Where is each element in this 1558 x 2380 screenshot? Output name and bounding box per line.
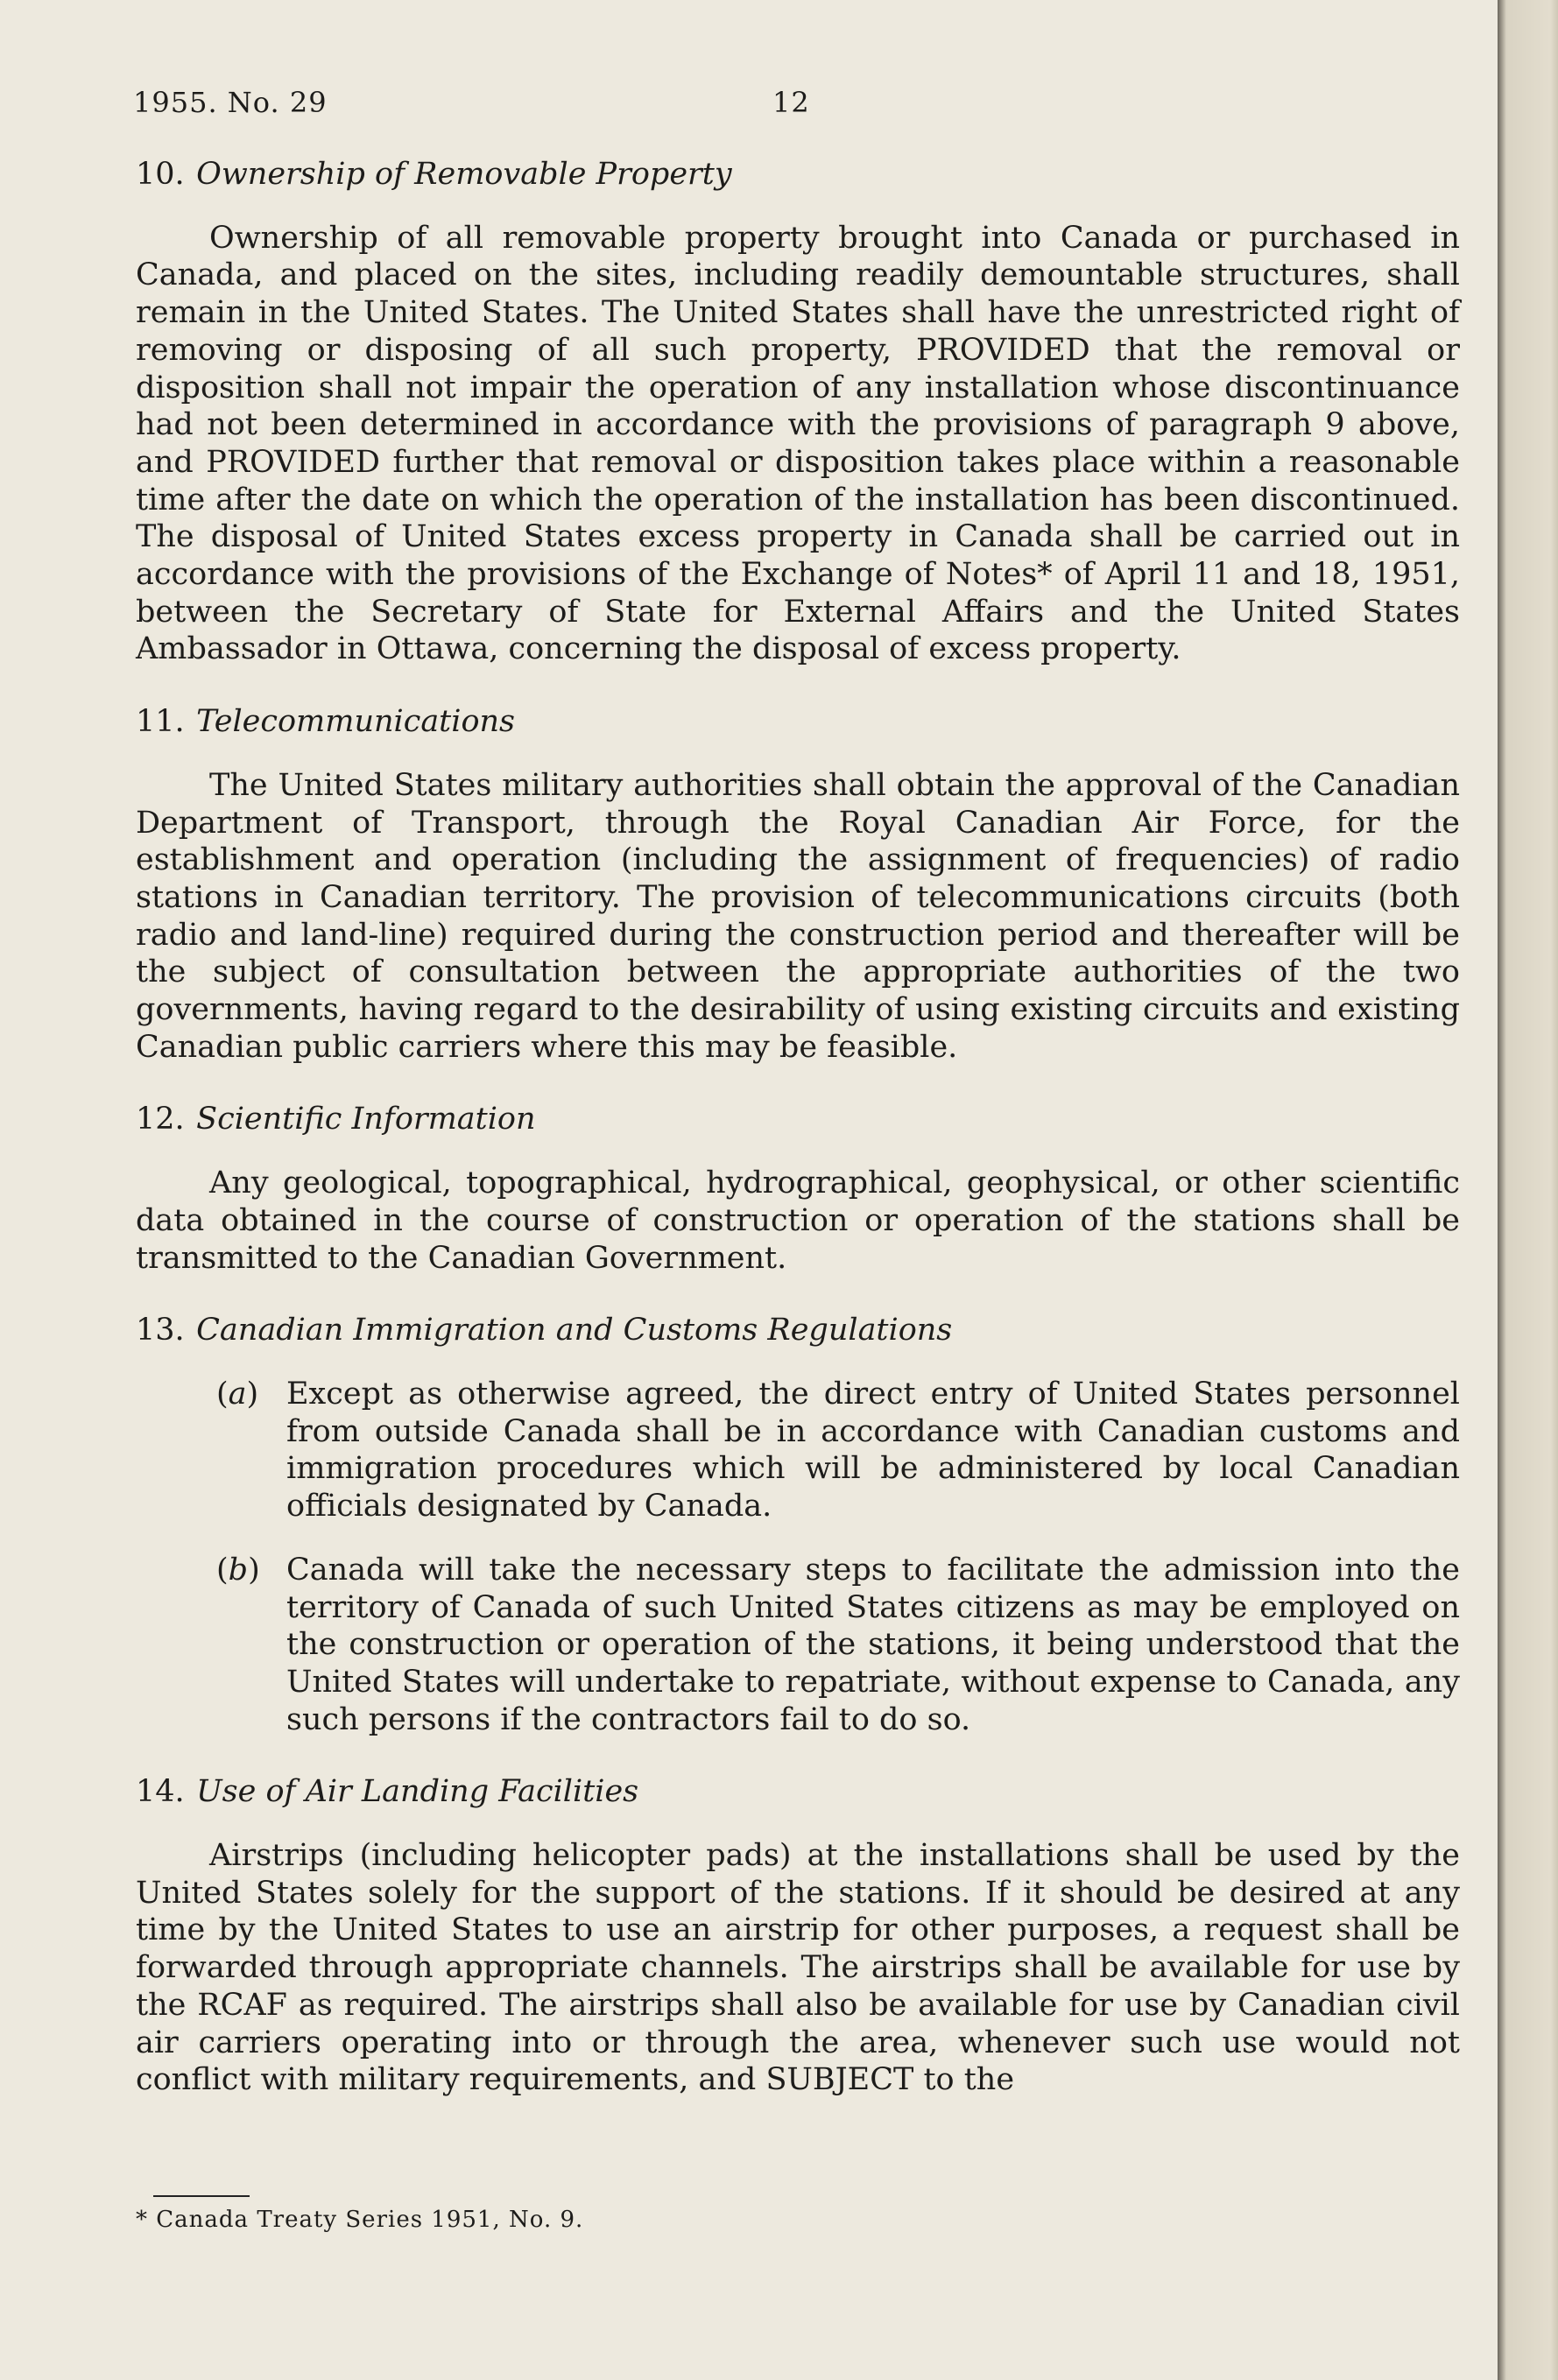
section-number: 11. [136,704,185,740]
subparagraph-marker: (b) [216,1552,260,1588]
section-number: 12. [136,1102,185,1137]
section-paragraph: Airstrips (including helicopter pads) at the installations shall be used by the United States solely for the support of the stations. If it should be desired at any time by the United States to use an airstrip for other purposes, a request shall be forwarded through appropriate channels. The airstrips shall be available for use by the RCAF as required. The airstrips shall also be available for use by Canadian civil air carriers operating into or through the area, whenever such use would not conflict with military requirements, and SUBJECT to the [136,1838,1460,2098]
section-heading [136,703,1460,741]
footnote-divider [153,2195,250,2197]
subparagraph-marker: (a) [216,1376,259,1412]
section-title: Use of Air Landing Facilities [196,1774,639,1810]
subparagraph-text: Except as otherwise agreed, the direct entry of United States personnel from outside Canada shall be in accordance with Canadian customs and immigration procedures which will be administered by local Canadian officials designated by Canada. [286,1376,1460,1524]
section-heading [136,1773,1460,1811]
subparagraph-a [136,1376,1460,1525]
section-number: 10. [136,157,185,192]
section-paragraph: Any geological, topographical, hydrographical, geophysical, or other scientific data obtained in the course of construction or operation of the stations shall be transmitted to the Canadian Government. [136,1165,1460,1276]
document-body [136,156,1460,2134]
section-title: Telecommunications [196,704,516,740]
section-10 [136,156,1460,668]
page-binding-edge [1498,0,1558,2380]
section-heading [136,1312,1460,1349]
section-paragraph: The United States military authorities shall obtain the approval of the Canadian Department of Transport, through the Royal Canadian Air Force, for the establishment and operation (including the assignment of frequencies) of radio stations in Canadian territory. The provision of telecommunications circuits (both radio and land-line) required during the construction period and thereafter will be the subject of consultation between the appropriate authorities of the two governments, having regard to the desirability of using existing circuits and existing Canadian public carriers where this may be feasible. [136,767,1460,1065]
section-paragraph: Ownership of all removable property brought into Canada or purchased in Canada, and placed on the sites, including readily demountable structures, shall remain in the United States. The United States shall have the unrestricted right of removing or disposing of all such property, PROVIDED that the removal or disposition shall not impair the operation of any installation whose discontinuance had not been determined in accordance with the provisions of paragraph 9 above, and PROVIDED further that removal or disposition takes place within a reasonable time after the date on which the operation of the installation has been discontinued. The disposal of United States excess property in Canada shall be carried out in accordance with the provisions of the Exchange of Notes* of April 11 and 18, 1951, between the Secretary of State for External Affairs and the United States Ambassador in Ottawa, concerning the disposal of excess property. [136,220,1460,667]
subparagraph-b [136,1552,1460,1739]
section-heading [136,156,1460,194]
section-14 [136,1773,1460,2099]
section-12 [136,1101,1460,1277]
section-11 [136,703,1460,1066]
subparagraph-text: Canada will take the necessary steps to facilitate the admission into the territory of Canada of such United States citizens as may be employed on the construction or operation of the stations, it being understood that the United States will undertake to repatriate, without expense to Canada, any such persons if the contractors fail to do so. [286,1552,1460,1737]
document-reference: 1955. No. 29 [133,86,328,119]
section-title: Canadian Immigration and Customs Regulations [196,1313,953,1348]
section-title: Scientific Information [196,1102,536,1137]
section-heading [136,1101,1460,1138]
page-header [133,86,1447,130]
footnote: * Canada Treaty Series 1951, No. 9. [136,2207,584,2233]
section-title: Ownership of Removable Property [196,157,732,192]
section-number: 13. [136,1313,185,1348]
section-number: 14. [136,1774,185,1810]
section-13 [136,1312,1460,1738]
page-number: 12 [772,86,810,119]
